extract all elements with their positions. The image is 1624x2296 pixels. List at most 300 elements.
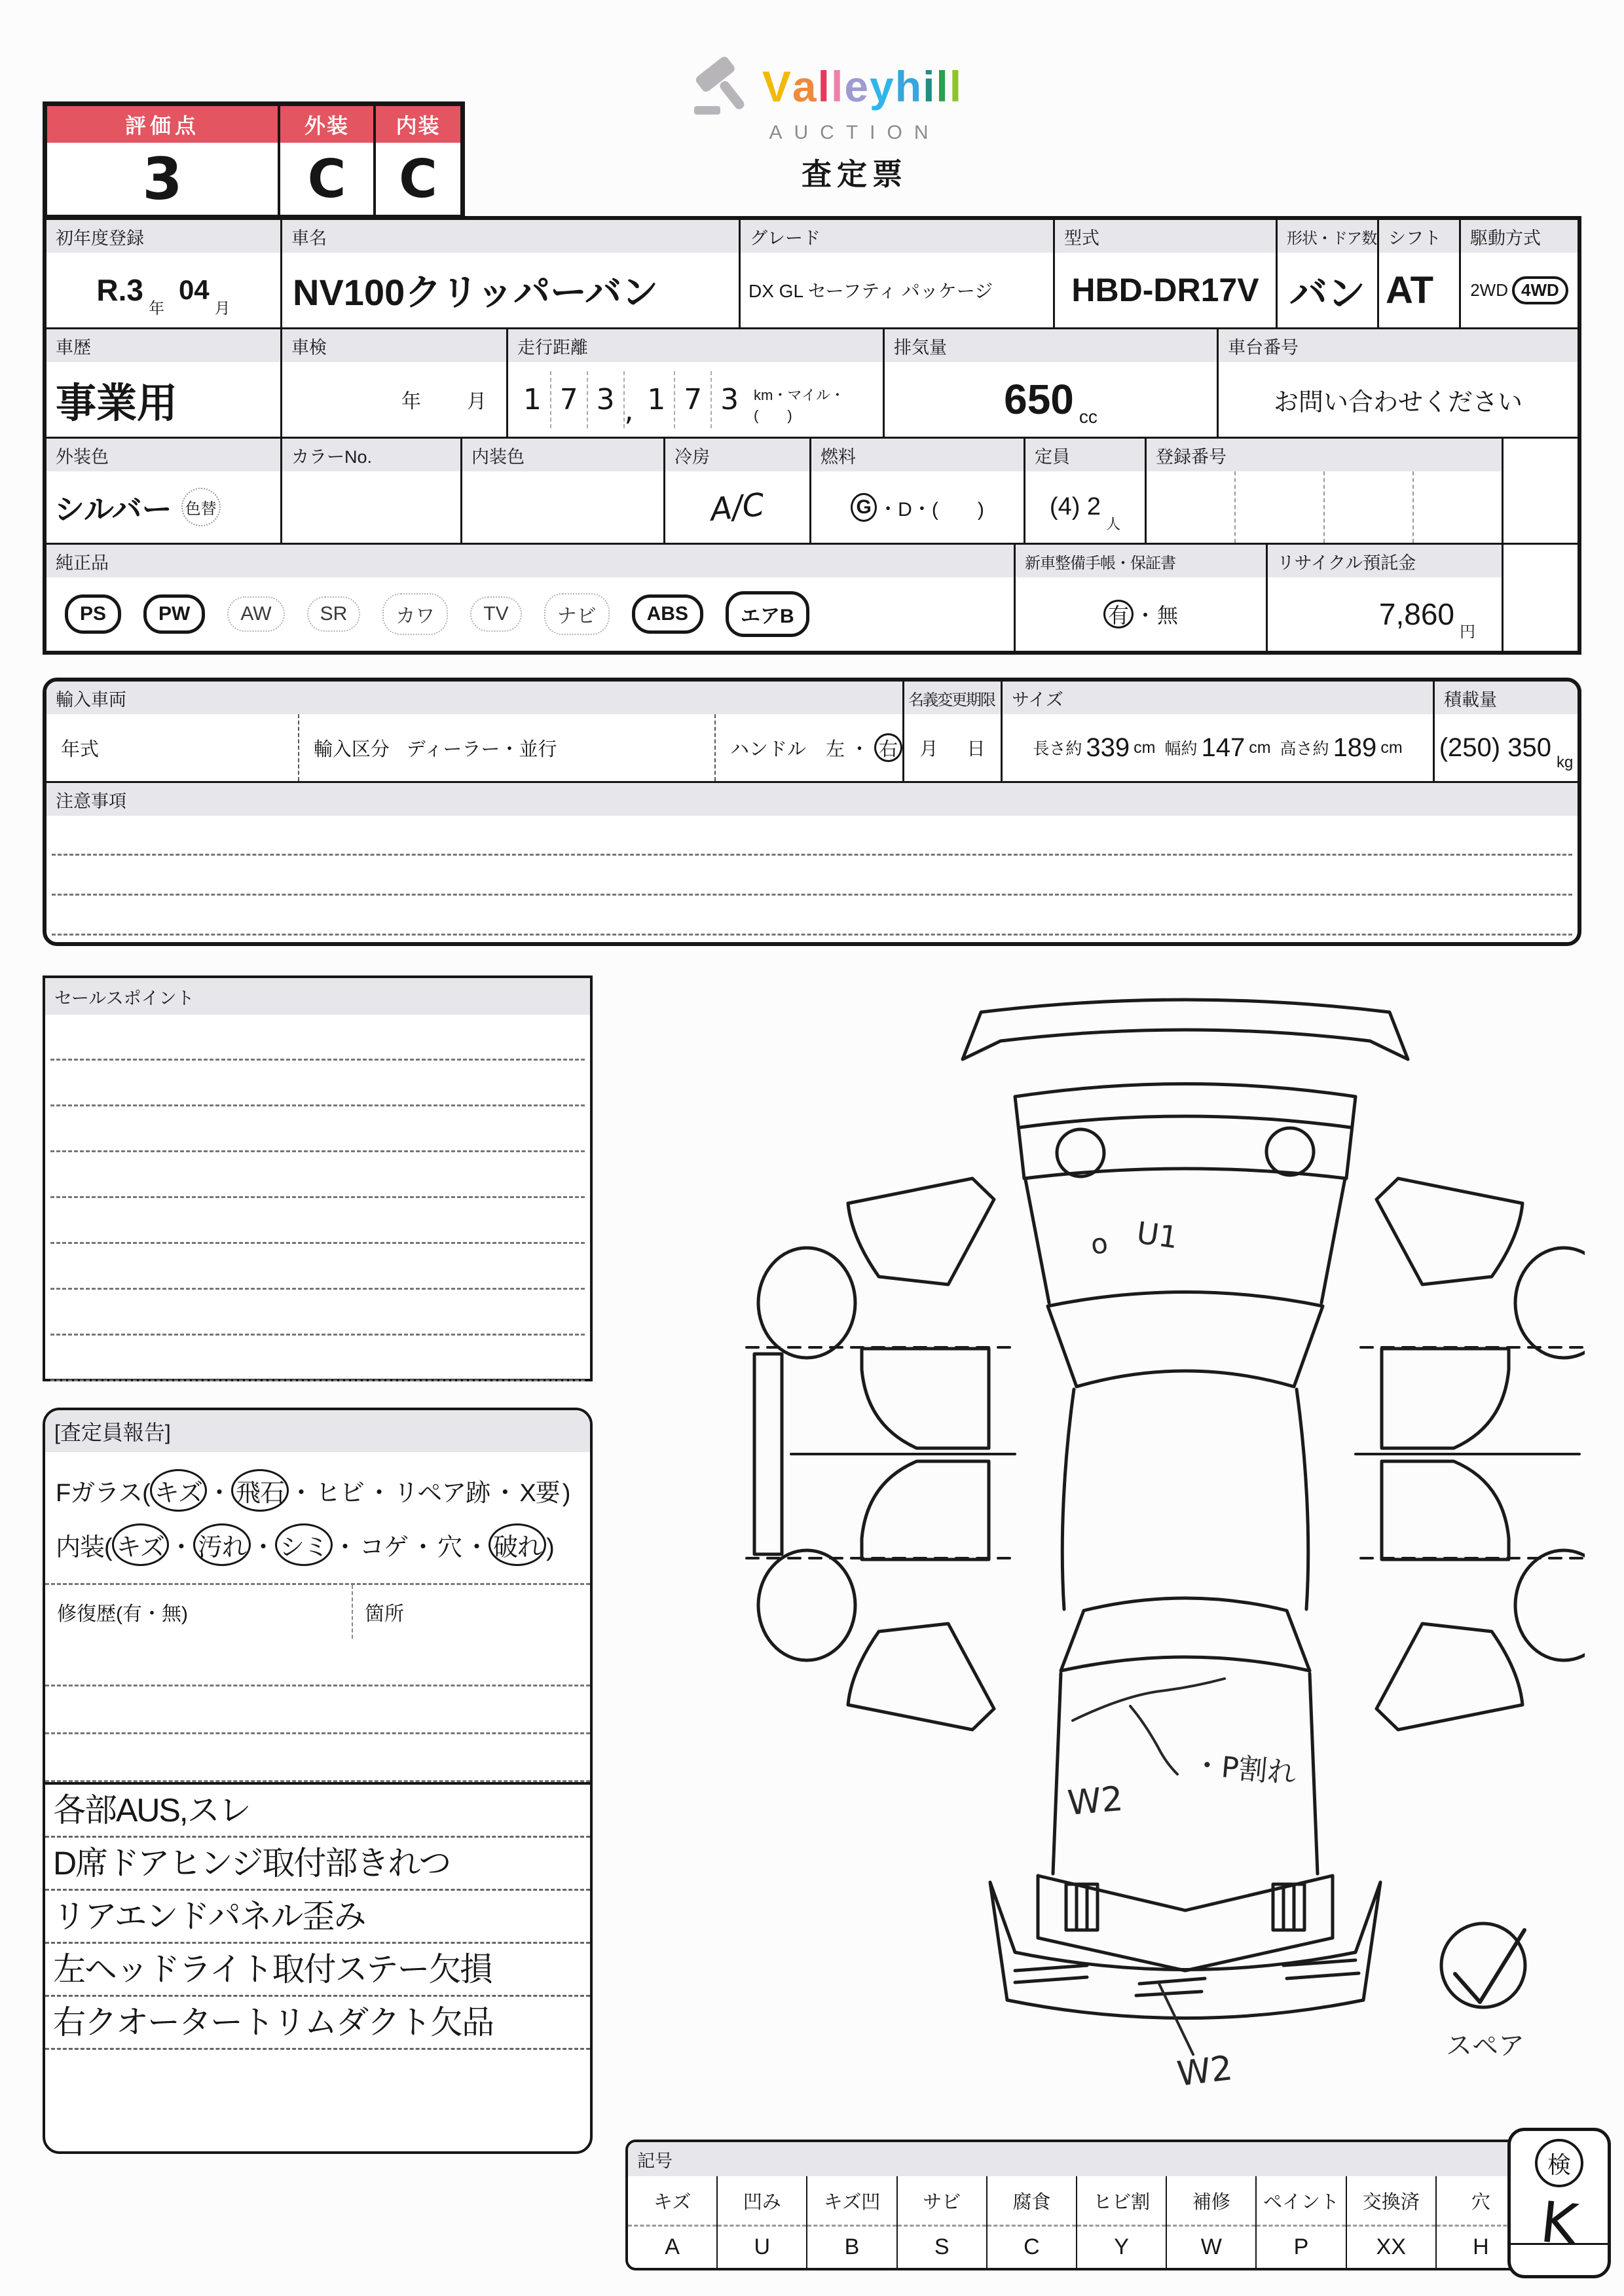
legend-item: [807, 2176, 897, 2268]
odometer-value: [508, 362, 883, 437]
left-front-wheel: [758, 1248, 855, 1358]
right-front-fender: [1376, 1178, 1522, 1285]
cell-label: 内装色: [462, 439, 663, 471]
repair-location-label: 箇所: [365, 1603, 404, 1625]
interior-prefix: 内装(: [56, 1534, 112, 1561]
ruled-line: [50, 1244, 585, 1290]
shift-value: AT: [1386, 268, 1434, 312]
left-front-door-window: [862, 1349, 989, 1448]
right-side-panels: [1356, 1178, 1585, 1730]
legend-item: [1257, 2176, 1346, 2268]
crack-note: ・P割れ: [1191, 1748, 1298, 1791]
left-side-panels: [747, 1178, 1015, 1730]
cell-label: 名義変更期限: [904, 682, 1001, 714]
front-glass-line: [45, 1469, 590, 1512]
interior-color-value: [462, 471, 663, 543]
legend-code: P: [1293, 2234, 1309, 2259]
month-unit: 月: [214, 300, 231, 318]
repair-history-label: 修復歴(有・無): [45, 1585, 353, 1639]
era-text: R.3: [96, 273, 143, 307]
capacity-value: [1025, 471, 1145, 543]
legend-code: B: [844, 2234, 860, 2259]
left-sill: [754, 1354, 782, 1554]
drive-2wd: 2WD: [1470, 280, 1508, 300]
brand-letter: a: [792, 62, 818, 111]
equip-badge-leather: カワ: [382, 593, 448, 635]
check-icon: [1455, 1930, 1524, 2002]
height-number: 189: [1333, 733, 1377, 762]
cell-history: [46, 329, 282, 437]
ruled-line: [50, 1336, 585, 1381]
brand-letter: V: [762, 62, 792, 111]
legend-code: W: [1200, 2234, 1222, 2259]
legend-item: [987, 2176, 1077, 2268]
ruled-line: [50, 1061, 585, 1106]
fglass-option: 飛石: [231, 1469, 289, 1512]
report-note: D席ドアヒンジ取付部きれつ: [45, 1838, 590, 1891]
rating-score-header: 評価点: [47, 106, 278, 143]
symbol-legend: [625, 2140, 1528, 2270]
cell-size: [1003, 682, 1435, 781]
rear-mark-w2: W2: [1065, 1779, 1125, 1823]
interior-option: 破れ: [489, 1523, 546, 1566]
cell-label: 車名: [282, 220, 739, 253]
legend-code: XX: [1376, 2234, 1406, 2259]
left-front-fender: [848, 1178, 994, 1285]
cell-label: 新車整備手帳・保証書: [1016, 545, 1266, 577]
cell-label: 初年度登録: [46, 220, 280, 253]
inspection-mark: 検: [1535, 2139, 1583, 2187]
transfer-month-unit: 月: [919, 738, 938, 759]
import-size-table: [43, 678, 1581, 946]
empty-value: [1504, 545, 1578, 651]
warranty-sep: ・: [1134, 604, 1156, 627]
odometer-digit: 1: [638, 371, 675, 428]
cell-label: リサイクル預託金: [1268, 545, 1502, 577]
odometer-digit: 7: [675, 371, 712, 428]
right-rear-door-window: [1382, 1461, 1509, 1559]
right-front-door-window: [1382, 1349, 1509, 1448]
cell-empty: [1504, 439, 1578, 543]
cell-label: シフト: [1379, 220, 1459, 253]
report-note: 右クオータートリムダクト欠品: [45, 1997, 590, 2050]
brand-letter: i: [923, 62, 936, 111]
caution-row: [46, 783, 1578, 942]
ruled-line: [52, 896, 1572, 936]
year-label: 年式: [61, 738, 100, 760]
empty-value: [1504, 439, 1578, 543]
report-title: [査定員報告]: [45, 1410, 590, 1452]
spare-label: スペア: [1446, 2031, 1524, 2061]
cell-car-name: [282, 220, 741, 327]
legend-label: ペイント: [1257, 2176, 1345, 2227]
legend-label: 穴: [1437, 2176, 1525, 2227]
hatch-side-right: [1310, 1673, 1318, 1874]
headlight-right: [1266, 1128, 1314, 1175]
legend-label: サビ: [898, 2176, 986, 2227]
first-registration-value: [46, 253, 280, 327]
ruled-line: [50, 1015, 585, 1061]
payload-unit: kg: [1556, 754, 1574, 771]
cell-odometer: [508, 329, 885, 437]
rating-score-col: [47, 106, 280, 215]
warranty-value: [1016, 577, 1266, 651]
cell-exterior-color: [46, 439, 282, 543]
ruled-line: [50, 1198, 585, 1244]
equip-badge-abs: ABS: [632, 594, 703, 634]
history-value: 事業用: [56, 380, 178, 426]
cell-drive-type: [1461, 220, 1578, 327]
rear-window: [1061, 1598, 1310, 1671]
fglass-option: リペア跡: [394, 1480, 490, 1507]
cell-label: 冷房: [665, 439, 809, 471]
cell-color-no: [282, 439, 462, 543]
ruled-line: [52, 816, 1572, 856]
legend-code: C: [1024, 2234, 1040, 2259]
equip-badge-sr: SR: [307, 596, 361, 632]
chassis-no-value: お問い合わせください: [1273, 388, 1522, 416]
grade-value: DX GL セーフティ パッケージ: [748, 281, 993, 301]
interior-option: 穴: [437, 1534, 462, 1561]
size-value: [1003, 714, 1433, 781]
legend-code: S: [934, 2234, 950, 2259]
sep: ・: [206, 1480, 231, 1507]
inspector-sign: K: [1537, 2189, 1581, 2259]
rating-score-value: 3: [142, 145, 183, 213]
warranty-yes-selected: 有: [1103, 600, 1134, 629]
logo-subtitle: AUCTION: [769, 122, 940, 143]
equipment-badges: [46, 577, 1014, 651]
cell-grade: [741, 220, 1055, 327]
exterior-color-value: [46, 471, 280, 543]
ruled-line: [50, 1152, 585, 1198]
legend-code: U: [754, 2234, 771, 2259]
month-text: 04: [178, 274, 210, 305]
cell-displacement: [885, 329, 1219, 437]
brand-letter: y: [870, 62, 895, 111]
cell-label: 積載量: [1435, 682, 1578, 714]
fglass-prefix: Fガラス(: [56, 1480, 150, 1507]
divider: [1511, 2243, 1608, 2245]
sep: ・: [411, 1534, 435, 1561]
left-rear-fender: [848, 1624, 994, 1730]
equip-badge-navi: ナビ: [544, 593, 610, 635]
handle-right-selected: 右: [874, 733, 902, 762]
cell-import-vehicle: [46, 682, 904, 781]
cell-label: 車歴: [46, 329, 280, 362]
odometer-unit: km・マイル・( ): [754, 387, 845, 424]
ruled-line: [52, 856, 1572, 896]
payload-value: [1435, 714, 1578, 781]
logo-block: [602, 52, 1048, 194]
cell-aircon: [665, 439, 811, 543]
sales-points-box: [43, 975, 593, 1381]
interior-option: シミ: [275, 1523, 333, 1566]
displacement-unit: cc: [1079, 407, 1098, 427]
cabin-side-right: [1297, 1389, 1308, 1609]
transfer-value: [904, 714, 1001, 781]
legend-label: 腐食: [987, 2176, 1076, 2227]
right-rear-fender: [1376, 1624, 1522, 1730]
handle-label: ハンドル: [729, 738, 806, 760]
hood-side-right: [1321, 1178, 1345, 1303]
rating-exterior-col: [280, 106, 376, 215]
hatch-side-left: [1053, 1673, 1061, 1874]
cell-recycle-fee: [1268, 545, 1504, 651]
color-change-mark: 色替: [181, 488, 221, 526]
height-label: 高さ約: [1280, 740, 1329, 758]
legend-item: [1077, 2176, 1167, 2268]
rear-apron: [990, 1882, 1380, 2018]
interior-suffix: ): [546, 1534, 554, 1561]
year-unit: 年: [148, 300, 164, 318]
equip-badge-ps: PS: [65, 594, 121, 634]
headlight-left: [1057, 1129, 1104, 1176]
transfer-day-unit: 日: [967, 738, 986, 759]
cell-label: 外装色: [46, 439, 280, 471]
interior-option: キズ: [112, 1523, 169, 1566]
brand-letter: l: [949, 62, 963, 111]
width-number: 147: [1201, 733, 1246, 762]
length-number: 339: [1086, 733, 1130, 762]
legend-row: [628, 2176, 1525, 2268]
rating-interior-col: [376, 106, 460, 215]
odometer-digit: 1: [515, 371, 551, 428]
import-class: [299, 714, 716, 781]
odometer-comma: ,: [624, 394, 634, 428]
recycle-fee-value: [1268, 577, 1502, 651]
legend-item: [628, 2176, 718, 2268]
spec-row-1: [46, 220, 1578, 329]
ruled-line: [45, 1686, 590, 1734]
drive-value: [1461, 253, 1578, 327]
cell-fuel: [811, 439, 1025, 543]
front-spoiler: [963, 1000, 1408, 1059]
cell-first-registration: [46, 220, 282, 327]
car-damage-diagram: [707, 962, 1585, 2115]
import-class-label: 輸入区分: [313, 738, 390, 760]
ruled-line: [50, 1290, 585, 1336]
equip-badge-aw: AW: [227, 596, 284, 632]
right-rear-wheel: [1515, 1550, 1585, 1660]
cell-label: 登録番号: [1147, 439, 1502, 471]
odometer-digit: 3: [720, 382, 739, 416]
fglass-suffix: ): [562, 1480, 570, 1507]
payload-number: (250) 350: [1439, 733, 1551, 762]
sep: ・: [492, 1480, 517, 1507]
aircon-value: A/C: [709, 486, 766, 528]
spec-row-2: [46, 329, 1578, 439]
legend-label: ヒビ割: [1077, 2176, 1166, 2227]
interior-option: 汚れ: [193, 1523, 251, 1566]
report-note: 左ヘッドライト取付ステー欠損: [45, 1944, 590, 1997]
cell-label: カラーNo.: [282, 439, 460, 471]
sheet-title: 査定票: [802, 157, 908, 191]
import-content: [46, 714, 902, 781]
hood-side-left: [1025, 1180, 1049, 1303]
sales-points-label: セールスポイント: [45, 978, 590, 1015]
color-no-value: [282, 471, 460, 543]
spec-table: [43, 216, 1581, 655]
interior-option: コゲ: [359, 1534, 408, 1561]
cell-label: 型式: [1055, 220, 1276, 253]
left-rear-wheel: [758, 1550, 855, 1660]
length-label: 長さ約: [1033, 740, 1082, 758]
right-front-wheel: [1515, 1248, 1585, 1358]
odometer-digit: 3: [588, 371, 625, 428]
capacity-unit: 人: [1106, 516, 1121, 532]
legend-label: 補修: [1167, 2176, 1255, 2227]
registration-subcell: [1414, 471, 1502, 543]
legend-item: [898, 2176, 987, 2268]
bottom-mark-w2: W2: [1175, 2049, 1235, 2094]
shaken-value: [282, 362, 506, 437]
brand-letter: e: [844, 62, 870, 111]
inspection-stamp-box: [1507, 2128, 1611, 2278]
sep: ・: [367, 1480, 392, 1507]
cell-empty: [1504, 545, 1578, 651]
rating-interior-value: C: [399, 148, 437, 210]
spec-row-4: [46, 545, 1578, 651]
car-name-value: NV100クリッパーバン: [293, 272, 659, 313]
cell-label: 純正品: [46, 545, 1014, 577]
cell-label: 走行距離: [508, 329, 883, 362]
cell-warranty: [1016, 545, 1268, 651]
rating-exterior-header: 外装: [280, 106, 373, 143]
sep: ・: [464, 1534, 489, 1561]
front-mark-u1: U1: [1134, 1214, 1181, 1256]
recycle-fee-number: 7,860: [1378, 597, 1454, 631]
brand-letter: h: [895, 62, 923, 111]
cell-label: 定員: [1025, 439, 1145, 471]
rating-exterior-value: C: [307, 148, 346, 210]
rear-bumper: [1038, 1876, 1333, 1971]
cell-transfer-deadline: [904, 682, 1003, 781]
shaken-year-unit: 年: [401, 391, 421, 412]
report-note: リアエンドパネル歪み: [45, 1891, 590, 1944]
cell-model-code: [1055, 220, 1278, 327]
caution-label: 注意事項: [46, 783, 1578, 816]
inspector-report-box: [43, 1408, 593, 2154]
windshield: [1048, 1292, 1323, 1387]
cell-chassis-no: [1219, 329, 1578, 437]
damage-scribbles: [1073, 1679, 1225, 2054]
repair-history-row: [45, 1585, 590, 1639]
gavel-icon: [688, 52, 753, 120]
legend-item: [718, 2176, 807, 2268]
report-note: 各部AUS,スレ: [45, 1785, 590, 1838]
cell-label: 排気量: [885, 329, 1217, 362]
fglass-option: キズ: [150, 1469, 207, 1512]
ruled-line: [45, 1639, 590, 1686]
length-unit: cm: [1134, 738, 1156, 757]
sep: ・: [168, 1534, 193, 1561]
drive-4wd-selected: 4WD: [1512, 276, 1568, 304]
displacement-value: [885, 362, 1217, 437]
cell-capacity: [1025, 439, 1147, 543]
rating-box: [43, 101, 465, 219]
interior-line: [45, 1523, 590, 1566]
legend-code: A: [665, 2234, 680, 2259]
legend-label: 凹み: [718, 2176, 806, 2227]
cell-registration-no: [1147, 439, 1504, 543]
fuel-value: [811, 471, 1024, 543]
exterior-color-text: シルバー: [54, 492, 172, 526]
fglass-option: ヒビ: [316, 1480, 365, 1507]
ruled-line: [45, 1734, 590, 1782]
handle-position: [716, 714, 902, 781]
legend-label: キズ: [628, 2176, 716, 2227]
shaken-month-unit: 月: [467, 391, 487, 412]
registration-subcell: [1236, 471, 1325, 543]
registration-no-value: [1147, 471, 1502, 543]
legend-item: [1347, 2176, 1437, 2268]
registration-subcell: [1147, 471, 1236, 543]
logo-row: [688, 52, 963, 120]
cell-label: 形状・ドア数: [1278, 220, 1377, 253]
front-mark-o: o: [1088, 1226, 1110, 1261]
width-unit: cm: [1249, 738, 1271, 757]
cell-label: 駆動方式: [1461, 220, 1578, 253]
front-panel: [1015, 1084, 1356, 1179]
sep: ・: [250, 1534, 275, 1561]
legend-code: H: [1473, 2234, 1489, 2259]
spare-tire-check: [1441, 1923, 1525, 2007]
fglass-option: X要: [519, 1480, 560, 1507]
cell-body-doors: [1278, 220, 1379, 327]
fuel-rest: ・D・( ): [878, 498, 984, 520]
cell-interior-color: [462, 439, 665, 543]
cell-genuine-parts: [46, 545, 1016, 651]
equip-badge-airbag: エアB: [726, 591, 809, 637]
registration-subcell: [1325, 471, 1414, 543]
left-rear-door-window: [862, 1461, 989, 1559]
warranty-no: 無: [1157, 604, 1179, 627]
rating-interior-header: 内装: [376, 106, 460, 143]
capacity-number: (4) 2: [1049, 493, 1101, 520]
height-unit: cm: [1380, 738, 1403, 757]
spec-row-3: [46, 439, 1578, 545]
legend-label: キズ凹: [807, 2176, 896, 2227]
legend-item: [1167, 2176, 1257, 2268]
legend-label: 交換済: [1347, 2176, 1435, 2227]
fuel-gasoline-selected: G: [851, 493, 877, 522]
width-label: 幅約: [1164, 740, 1198, 758]
sep: ・: [332, 1534, 357, 1561]
handle-sep: ・: [849, 738, 869, 760]
model-code-value: HBD-DR17V: [1071, 272, 1259, 308]
displacement-number: 650: [1004, 376, 1074, 423]
legend-title: 記号: [628, 2142, 1525, 2176]
odometer-digit: 7: [551, 371, 588, 428]
cell-label: 車台番号: [1219, 329, 1578, 362]
cell-label: 車検: [282, 329, 506, 362]
recycle-fee-unit: 円: [1460, 623, 1475, 641]
brand-letter: l: [830, 62, 845, 111]
equip-badge-pw: PW: [143, 594, 205, 634]
cell-label: 輸入車両: [46, 682, 902, 714]
cabin-side-left: [1062, 1389, 1074, 1609]
cell-label: グレード: [741, 220, 1053, 253]
handle-left: 左: [825, 738, 845, 760]
import-class-value: ディーラー・並行: [406, 738, 557, 760]
ruled-line: [50, 1106, 585, 1152]
cell-shift: [1379, 220, 1461, 327]
sep: ・: [289, 1480, 314, 1507]
cell-label: サイズ: [1003, 682, 1433, 714]
brand-name: [762, 62, 963, 111]
import-row: [46, 682, 1578, 783]
